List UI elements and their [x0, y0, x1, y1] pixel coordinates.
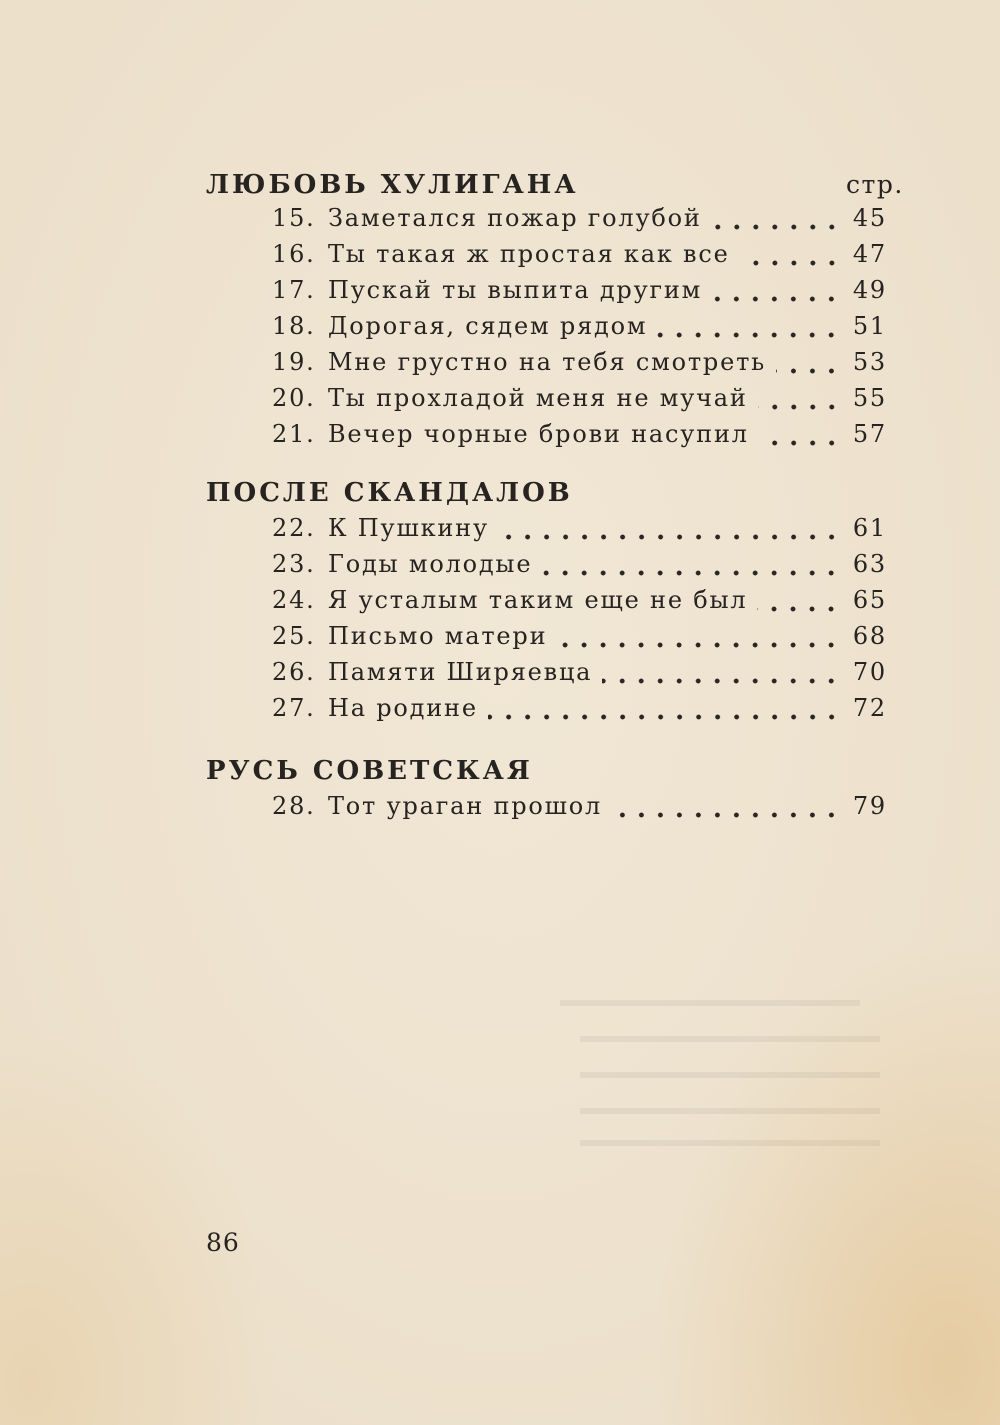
toc-entry: [272, 312, 887, 348]
entry-page: 53: [852, 348, 887, 376]
entry-number: 27.: [272, 694, 316, 722]
toc-entry: [272, 420, 887, 456]
entry-title: Ты прохладой меня не мучай: [328, 384, 748, 412]
section-title-rus-sovetskaya: РУСЬ СОВЕТСКАЯ: [206, 756, 533, 786]
dot-leader: [612, 811, 841, 819]
entry-page: 63: [852, 550, 887, 578]
entry-number: 18.: [272, 312, 316, 340]
dot-leader: [759, 439, 841, 447]
entry-number: 22.: [272, 514, 316, 542]
toc-entry: [272, 694, 887, 730]
entry-title: К Пушкину: [328, 514, 489, 542]
entry-page: 79: [852, 792, 887, 820]
entry-page: 47: [852, 240, 887, 268]
entry-number: 21.: [272, 420, 316, 448]
dot-leader: [499, 533, 841, 541]
toc-entry: [272, 276, 887, 312]
entry-page: 51: [852, 312, 887, 340]
entry-page: 72: [852, 694, 887, 722]
entry-title: На родине: [328, 694, 478, 722]
toc-entry: [272, 658, 887, 694]
entry-page: 45: [852, 204, 887, 232]
entry-number: 17.: [272, 276, 316, 304]
entry-number: 23.: [272, 550, 316, 578]
entry-number: 26.: [272, 658, 316, 686]
entry-number: 25.: [272, 622, 316, 650]
toc-entry: [272, 348, 887, 384]
entry-page: 61: [852, 514, 887, 542]
dot-leader: [776, 367, 841, 375]
dot-leader: [712, 295, 841, 303]
page-column-label: стр.: [846, 170, 904, 199]
entry-title: Памяти Ширяевца: [328, 658, 593, 686]
section-title-posle-skandalov: ПОСЛЕ СКАНДАЛОВ: [206, 478, 573, 508]
toc-entry: [272, 240, 887, 276]
entry-title: Я усталым таким еще не был: [328, 586, 748, 614]
toc-entry: [272, 792, 887, 828]
entry-number: 28.: [272, 792, 316, 820]
entry-page: 49: [852, 276, 887, 304]
dot-leader: [557, 641, 841, 649]
dot-leader: [740, 259, 841, 267]
dot-leader: [757, 605, 841, 613]
entry-title: Пускай ты выпита другим: [328, 276, 703, 304]
entry-title: Мне грустно на тебя смотреть: [328, 348, 767, 376]
entry-title: Ты такая ж простая как все: [328, 240, 730, 268]
entry-page: 65: [852, 586, 887, 614]
entry-number: 20.: [272, 384, 316, 412]
dot-leader: [712, 223, 841, 231]
dot-leader: [602, 677, 841, 685]
toc-entry: [272, 586, 887, 622]
toc-entry: [272, 384, 887, 420]
dot-leader: [488, 713, 841, 721]
dot-leader: [758, 403, 841, 411]
entry-title: Дорогая, сядем рядом: [328, 312, 648, 340]
dot-leader: [657, 331, 841, 339]
entry-page: 55: [852, 384, 887, 412]
entry-number: 19.: [272, 348, 316, 376]
toc-entry: [272, 550, 887, 586]
entry-title: Тот ураган прошол: [328, 792, 603, 820]
entry-page: 70: [852, 658, 887, 686]
toc-entry: [272, 204, 887, 240]
entry-title: Годы молодые: [328, 550, 533, 578]
dot-leader: [542, 569, 841, 577]
toc-entry: [272, 622, 887, 658]
entry-number: 15.: [272, 204, 316, 232]
entry-page: 57: [852, 420, 887, 448]
entry-title: Вечер чорные брови насупил: [328, 420, 749, 448]
entry-page: 68: [852, 622, 887, 650]
entry-title: Заметался пожар голубой: [328, 204, 702, 232]
page-number: 86: [206, 1228, 240, 1257]
section-title-lyubov-khuligana: ЛЮБОВЬ ХУЛИГАНА: [206, 170, 579, 200]
entry-number: 24.: [272, 586, 316, 614]
entry-title: Письмо матери: [328, 622, 548, 650]
bleed-through-texture: [560, 1000, 920, 1150]
entry-number: 16.: [272, 240, 316, 268]
toc-entry: [272, 514, 887, 550]
